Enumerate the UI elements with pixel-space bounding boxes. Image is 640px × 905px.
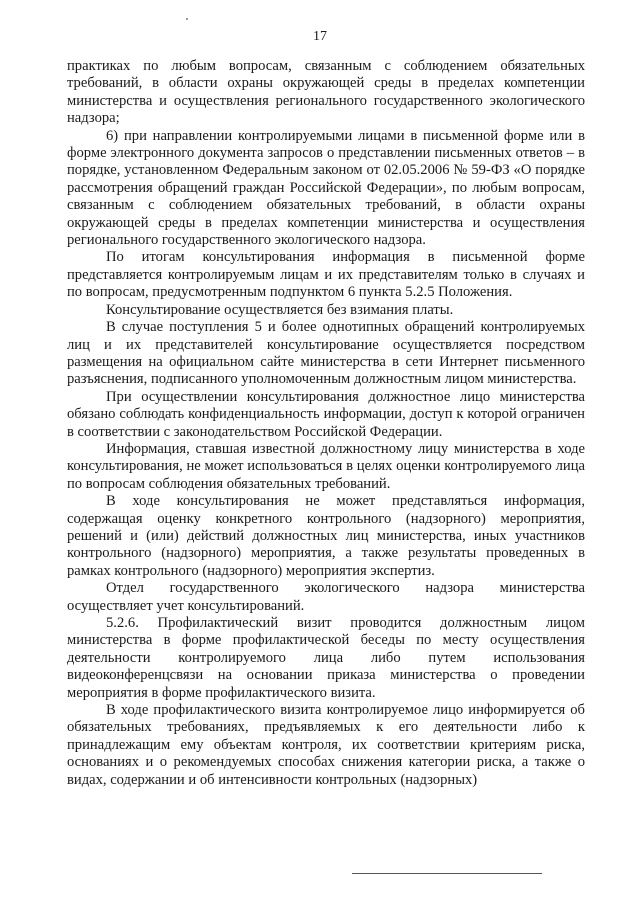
paragraph-11: В ходе профилактического визита контролируемое лицо информируется об обязательных требованиях, предъявляемых к его деятельности либо к принадлежащим ему объектам контроля, их соответствии критериям риска, основаниях и о рекомендуемых способах снижения категории риска, а также о видах, содержании и об интенсивности контрольных (надзорных) <box>67 702 585 788</box>
paragraph-3: По итогам консультирования информация в письменной форме представляется контролируемым лицам и их представителям только в случаях и по вопросам, предусмотренным подпунктом 6 пункта 5.2.5 Положения. <box>67 249 585 301</box>
paragraph-2: 6) при направлении контролируемыми лицами в письменной форме или в форме электронного документа запросов о представлении письменных ответов – в порядке, установленном Федеральным законом от 02.05.2006 № 59-ФЗ «О порядке рассмотрения обращений граждан Российской Федерации», по любым вопросам, связанным с соблюдением обязательных требований, в области охраны окружающей среды в пределах компетенции министерства и осуществления регионального государственного экологического надзора. <box>67 127 585 249</box>
paragraph-8: В ходе консультирования не может представляться информация, содержащая оценку конкретного контрольного (надзорного) мероприятия, решений и (или) действий должностных лиц министерства, иных участников контрольного (надзорного) мероприятия, а также результаты проведенных в рамках контрольного (надзорного) мероприятия экспертиз. <box>67 493 585 579</box>
footer-rule <box>352 873 542 874</box>
page-number: 17 <box>313 29 327 44</box>
document-body <box>67 58 585 789</box>
paragraph-1: практиках по любым вопросам, связанным с соблюдением обязательных требований, в области охраны окружающей среды в пределах компетенции министерства и осуществления регионального государственного экологического надзора; <box>67 58 585 127</box>
scan-speck <box>186 18 188 20</box>
paragraph-7: Информация, ставшая известной должностному лицу министерства в ходе консультирования, не может использоваться в целях оценки контролируемого лица по вопросам соблюдения обязательных требований. <box>67 440 585 492</box>
paragraph-6: При осуществлении консультирования должностное лицо министерства обязано соблюдать конфиденциальность информации, доступ к которой ограничен в соответствии с законодательством Российской Федерации. <box>67 388 585 440</box>
paragraph-4: Консультирование осуществляется без взимания платы. <box>106 301 454 318</box>
paragraph-10: 5.2.6. Профилактический визит проводится должностным лицом министерства в форме профилактической беседы по месту осуществления деятельности контролируемого лица либо путем использования видеоконференцсвязи на основании приказа министерства о проведении мероприятия в форме профилактического визита. <box>67 615 585 701</box>
paragraph-5: В случае поступления 5 и более однотипных обращений контролируемых лиц и их представителей консультирование осуществляется посредством размещения на официальном сайте министерства в сети Интернет письменного разъяснения, подписанного уполномоченным должностным лицом министерства. <box>67 319 585 388</box>
paragraph-9: Отдел государственного экологического надзора министерства осуществляет учет консультирований. <box>67 580 585 614</box>
